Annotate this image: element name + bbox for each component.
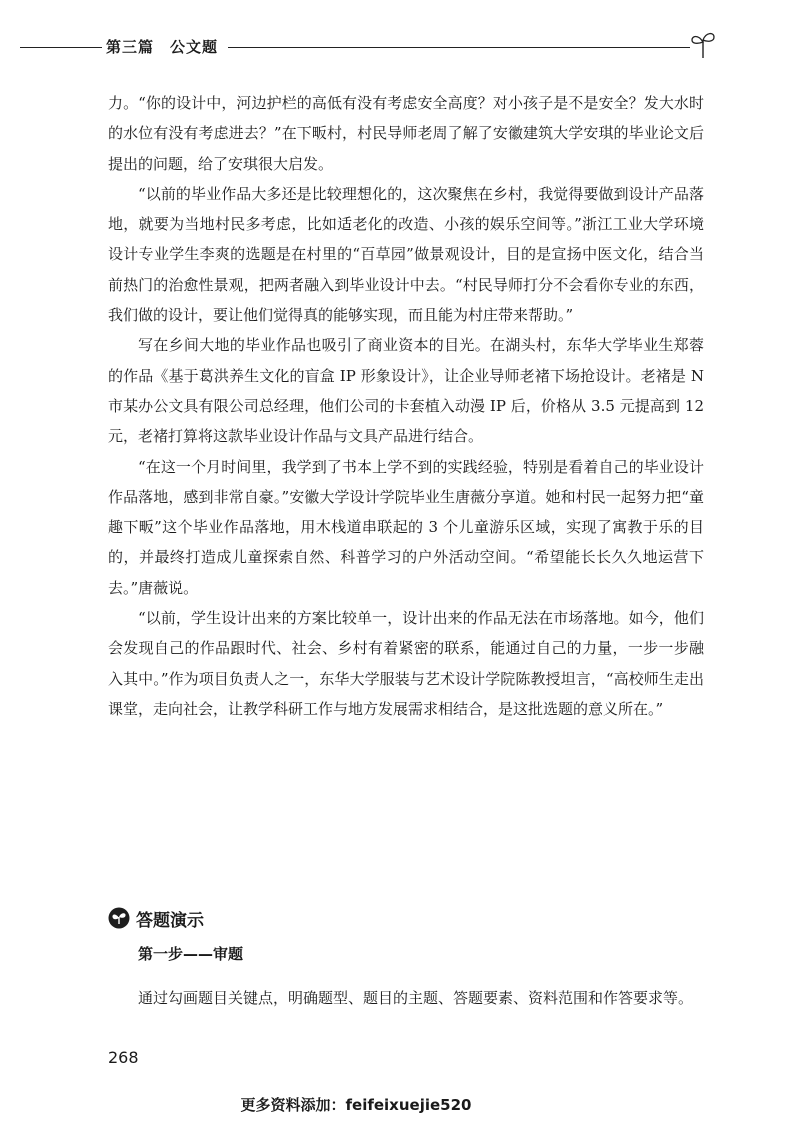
step-title: 第一步——审题 [138, 945, 244, 963]
section-heading [108, 904, 204, 932]
paragraph-2: “以前的毕业作品大多还是比较理想化的，这次聚焦在乡村，我觉得要做到设计产品落地，就要为当地村民多考虑，比如适老化的改造、小孩的娱乐空间等。”浙江工业大学环境设计专业学生李爽的选题是在村里的“百草园”做景观设计，目的是宣扬中医文化，结合当前热门的治愈性景观，把两者融入到毕业设计中去。“村民导师打分不会看你专业的东西，我们做的设计，要让他们觉得真的能够实现，而且能为村庄带来帮助。” [108, 184, 704, 325]
leaf-badge-icon [108, 907, 130, 929]
running-header [20, 28, 720, 62]
paragraph-4: “在这一个月时间里，我学到了书本上学不到的实践经验，特别是看着自己的毕业设计作品落地，感到非常自豪。”安徽大学设计学院毕业生唐薇分享道。她和村民一起努力把“童趣下畈”这个毕业作品落地，用木栈道串联起的 3 个儿童游乐区域，实现了寓教于乐的目的，并最终打造成儿童探索自然、科普学习的户外活动空间。“希望能长长久久地运营下去。”唐薇说。 [108, 457, 704, 597]
header-part: 第三篇 [106, 38, 155, 56]
page-number: 268 [108, 1048, 139, 1067]
header-title [106, 36, 218, 57]
sprout-icon [688, 28, 718, 60]
step-text: 通过勾画题目关键点，明确题型、题目的主题、答题要素、资料范围和作答要求等。 [138, 989, 694, 1007]
header-topic: 公文题 [170, 38, 219, 56]
article-body [108, 88, 704, 724]
footer-note: 更多资料添加：feifeixuejie520 [240, 1096, 472, 1114]
header-rule-left [20, 47, 102, 48]
paragraph-3: 写在乡间大地的毕业作品也吸引了商业资本的目光。在湖头村，东华大学毕业生郑蓉的作品《基于葛洪养生文化的盲盒 IP 形象设计》，让企业导师老褚下场抢设计。老褚是 N 市某办公文具有限公司总经理，他们公司的卡套植入动漫 IP 后，价格从 3.5 元提高到 12 元，老褚打算将这款毕业设计作品与文具产品进行结合。 [108, 336, 704, 446]
paragraph-1: 力。“你的设计中，河边护栏的高低有没有考虑安全高度？对小孩子是不是安全？发大水时的水位有没有考虑进去？”在下畈村，村民导师老周了解了安徽建筑大学安琪的毕业论文后提出的问题，给了安琪很大启发。 [108, 94, 704, 173]
paragraph-5: “以前，学生设计出来的方案比较单一，设计出来的作品无法在市场落地。如今，他们会发现自己的作品跟时代、社会、乡村有着紧密的联系，能通过自己的力量，一步一步融入其中。”作为项目负责人之一，东华大学服装与艺术设计学院陈教授坦言，“高校师生走出课堂，走向社会，让教学科研工作与地方发展需求相结合，是这批选题的意义所在。” [108, 609, 704, 718]
header-rule-right [228, 47, 690, 48]
section-title: 答题演示 [136, 910, 204, 931]
